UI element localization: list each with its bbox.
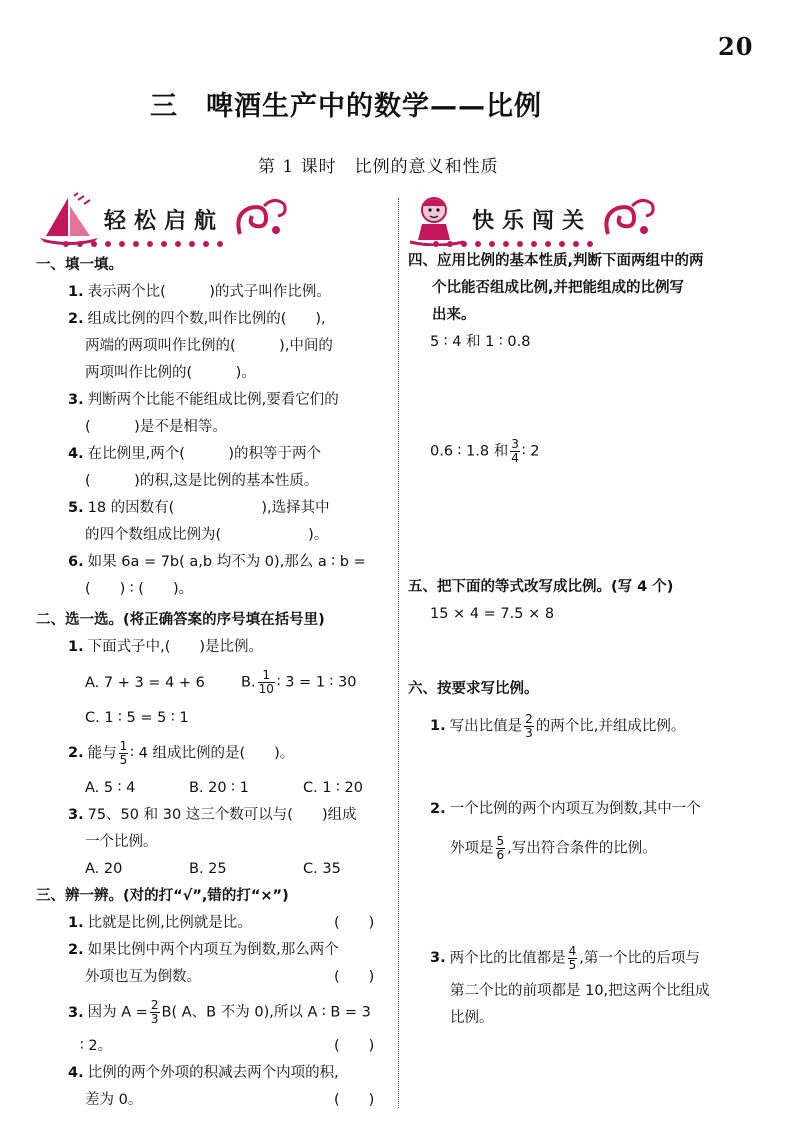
s3-q3-line2: ∶ 2。 ( )	[36, 1033, 392, 1060]
page-number: 20	[718, 32, 754, 61]
s6-q2: 2. 一个比例的两个内项互为倒数,其中一个	[430, 801, 701, 817]
fraction: $\frac{1}{10}$	[258, 668, 274, 696]
s3-q4-line2: 差为 0。 ( )	[36, 1087, 392, 1114]
section-3-title: 三、辨一辨。(对的打“√”,错的打“×”)	[36, 888, 289, 904]
s4-item-2: 0.6 ∶ 1.8 和 $\frac{3}{4}$ ∶ 2	[430, 437, 540, 465]
s1-q2-line3: 两项叫作比例的( )。	[85, 365, 256, 381]
column-divider	[398, 198, 399, 1108]
s2-q1-options-ab	[36, 669, 392, 697]
left-banner-label: 轻松启航	[104, 208, 225, 234]
fraction: $\frac{5}{6}$	[496, 834, 505, 862]
s3-q1: 1. 比就是比例,比例就是比。 ( )	[36, 910, 392, 937]
s2-q2: 2. 能与 $\frac{1}{5}$ ∶ 4 组成比例的是( )。	[68, 738, 295, 767]
s2-q2-option-a: A. 5 ∶ 4	[85, 780, 136, 796]
s2-q3-option-c: C. 35	[303, 861, 341, 877]
s2-q3-option-b: B. 25	[189, 861, 227, 877]
section-4-title-line3: 出来。	[432, 307, 476, 323]
section-1-title: 一、填一填。	[36, 257, 123, 273]
sailboat-icon	[38, 192, 100, 246]
section-4-title: 四、应用比例的基本性质,判断下面两组中的两	[408, 253, 704, 269]
swirl-ornament-icon	[598, 194, 658, 244]
s2-q3-line2: 一个比例。	[85, 834, 158, 850]
section-2-title: 二、选一选。(将正确答案的序号填在括号里)	[36, 612, 325, 628]
s4-item-1: 5 ∶ 4 和 1 ∶ 0.8	[430, 334, 531, 350]
s1-q5: 5. 18 的因数有( ),选择其中	[68, 500, 330, 516]
s1-q2: 2. 组成比例的四个数,叫作比例的( ),	[68, 311, 326, 327]
s2-q3: 3. 75、50 和 30 这三个数可以与( )组成	[68, 807, 357, 823]
s1-q3: 3. 判断两个比能不能组成比例,要看它们的	[68, 392, 339, 408]
s3-q2-line2: 外项也互为倒数。 ( )	[36, 964, 392, 991]
answer-paren[interactable]: ( )	[334, 1091, 375, 1108]
s1-q6-line2: ( ) ∶ ( )。	[85, 581, 194, 597]
left-banner	[38, 192, 290, 246]
s3-q3: 3. 因为 A = $\frac{2}{3}$ B( A、B 不为 0),所以 A ∶ B = 3	[68, 998, 371, 1026]
s6-q2-line2: 外项是 $\frac{5}{6}$ ,写出符合条件的比例。	[450, 834, 657, 862]
s1-q3-line2: ( )是不是相等。	[85, 419, 227, 435]
answer-paren[interactable]: ( )	[334, 1037, 375, 1054]
s2-q1: 1. 下面式子中,( )是比例。	[68, 639, 264, 655]
right-column	[408, 248, 764, 1032]
swirl-ornament-icon	[230, 194, 290, 244]
mascot-icon	[406, 192, 468, 246]
s2-q2-option-c: C. 1 ∶ 20	[303, 780, 364, 796]
s3-q4: 4. 比例的两个外项的积减去两个内项的积,	[68, 1064, 339, 1081]
s1-q4: 4. 在比例里,两个( )的积等于两个	[68, 446, 322, 462]
right-banner	[406, 192, 658, 246]
s6-q3-line2: 第二个比的前项都是 10,把这两个比组成	[450, 983, 710, 999]
s5-item: 15 × 4 = 7.5 × 8	[430, 605, 555, 622]
fraction: $\frac{4}{5}$	[568, 943, 577, 972]
s2-q2-option-b: B. 20 ∶ 1	[189, 780, 249, 796]
s2-q1-option-b: B. $\frac{1}{10}$ ∶ 3 = 1 ∶ 30	[241, 668, 357, 696]
s1-q6: 6. 如果 6a = 7b( a,b 均不为 0),那么 a ∶ b =	[68, 554, 366, 570]
s6-q3: 3. 两个比的比值都是 $\frac{4}{5}$ ,第一个比的后项与	[430, 943, 700, 972]
s2-q3-option-a: A. 20	[85, 861, 123, 877]
fraction: $\frac{2}{3}$	[150, 998, 159, 1026]
fraction: $\frac{2}{3}$	[525, 711, 533, 740]
right-banner-label: 快乐闯关	[472, 208, 593, 234]
section-6-title: 六、按要求写比例。	[408, 680, 539, 697]
s2-q1-option-c: C. 1 ∶ 5 = 5 ∶ 1	[85, 709, 189, 726]
s2-q3-options	[36, 856, 392, 883]
s1-q5-line2: 的四个数组成比例为( )。	[85, 527, 329, 543]
answer-paren[interactable]: ( )	[334, 915, 375, 931]
fraction: $\frac{1}{5}$	[119, 738, 128, 767]
fraction: $\frac{3}{4}$	[511, 437, 519, 465]
answer-paren[interactable]: ( )	[334, 969, 375, 985]
s6-q1: 1. 写出比值是 $\frac{2}{3}$ 的两个比,并组成比例。	[430, 711, 686, 740]
s6-q3-line3: 比例。	[450, 1010, 494, 1026]
section-5-title: 五、把下面的等式改写成比例。(写 4 个)	[408, 578, 674, 595]
right-banner-rule	[430, 240, 630, 248]
s1-q4-line2: ( )的积,这是比例的基本性质。	[85, 473, 319, 489]
s3-q2: 2. 如果比例中两个内项互为倒数,那么两个	[68, 942, 339, 958]
s2-q2-options	[36, 775, 392, 802]
s1-q2-line2: 两端的两项叫作比例的( ),中间的	[85, 338, 333, 354]
section-4-title-line2: 个比能否组成比例,并把能组成的比例写	[432, 280, 685, 296]
page-title: 三 啤酒生产中的数学——比例	[150, 91, 542, 122]
left-banner-rule	[60, 240, 260, 248]
lesson-subtitle: 第 1 课时 比例的意义和性质	[258, 157, 499, 177]
s1-q1: 1. 表示两个比( )的式子叫作比例。	[68, 284, 331, 300]
s2-q1-option-a: A. 7 + 3 = 4 + 6	[85, 674, 205, 691]
left-column	[36, 252, 392, 1114]
